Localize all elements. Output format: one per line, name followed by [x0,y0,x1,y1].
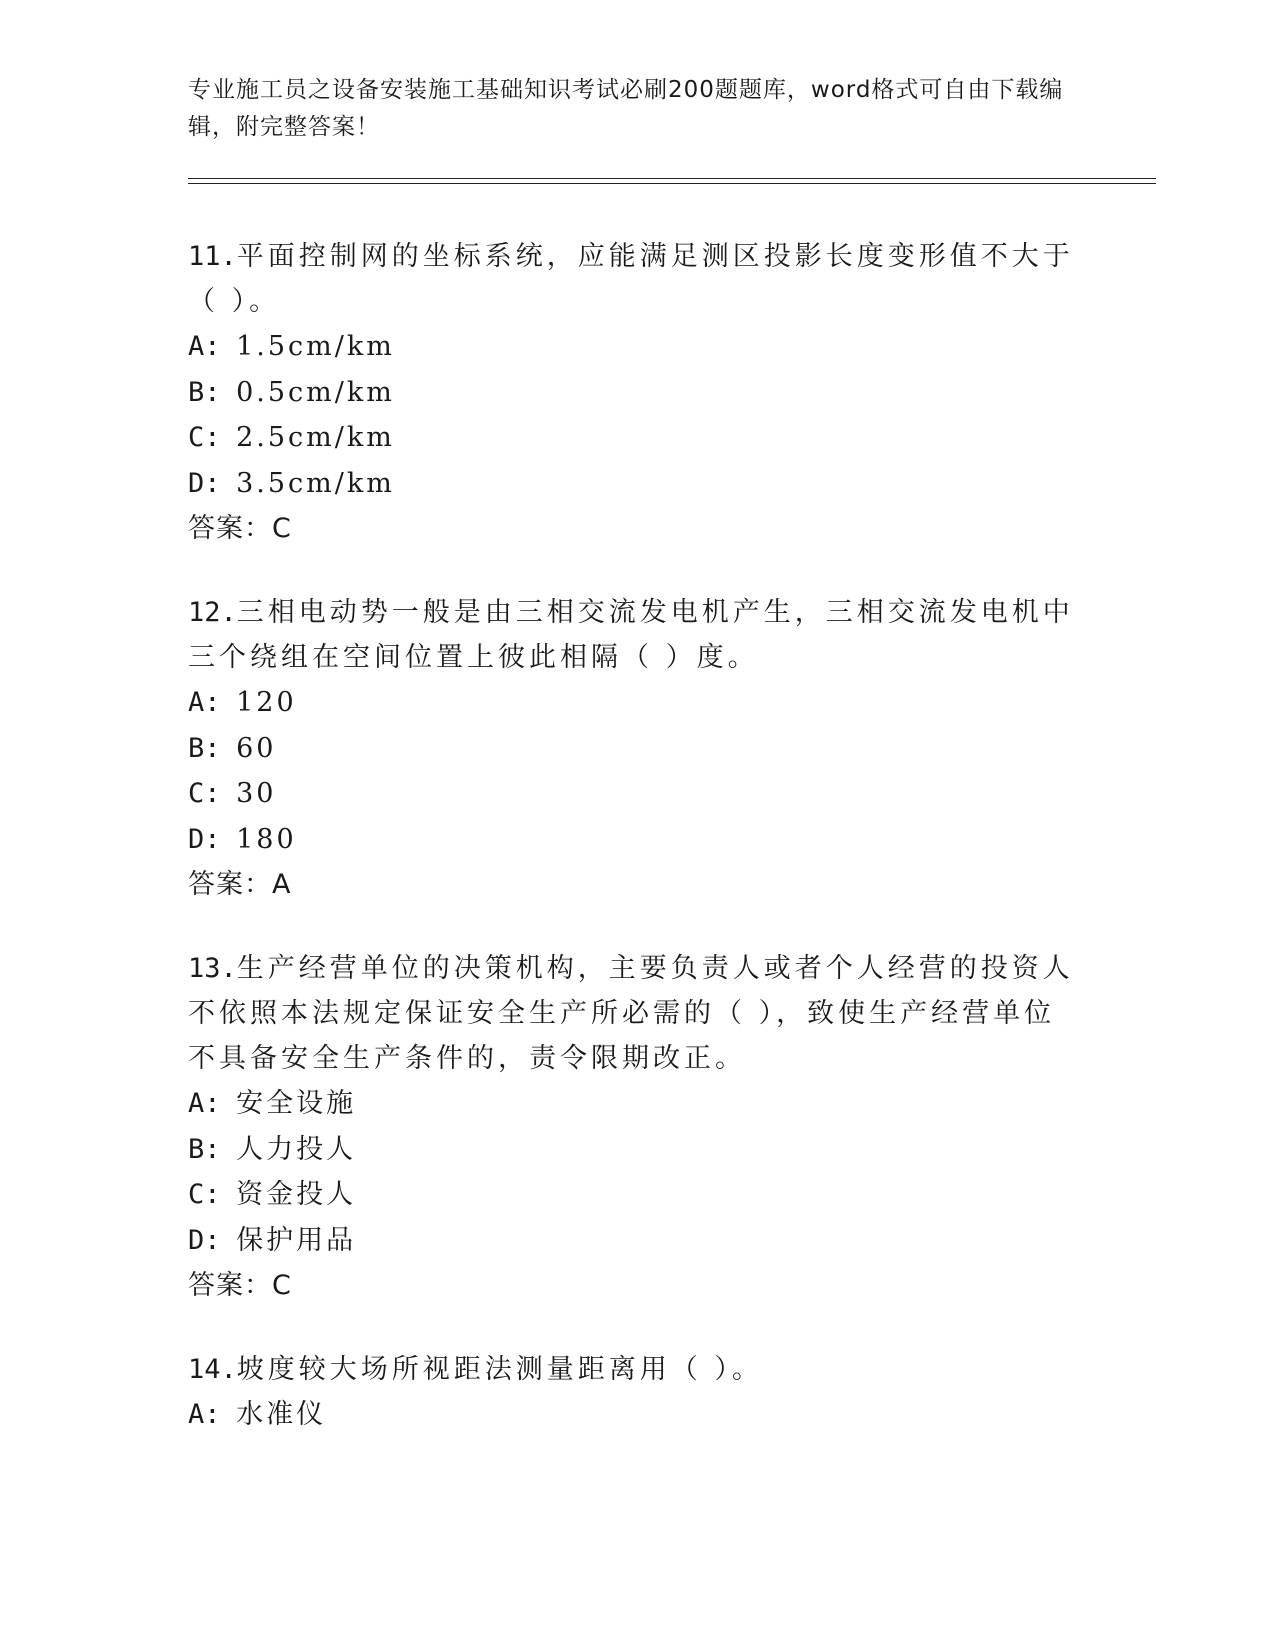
option-text: 保护用品 [236,1224,357,1256]
option-text: 60 [236,732,277,764]
option-key: A: [188,331,221,362]
option-text: 180 [236,823,297,855]
question-number: 12. [188,597,237,628]
option-b [188,1127,1078,1173]
option-key: C: [188,778,221,809]
question-text: 坡度较大场所视距法测量距离用（ ）。 [236,1354,763,1385]
option-key: A: [188,687,221,718]
question-list [188,234,1078,1476]
option-text: 1.5cm/km [236,331,395,362]
document-header: 专业施工员之设备安装施工基础知识考试必刷200题题库，word格式可自由下载编辑，附完整答案！ [188,77,1064,140]
option-key: A: [188,1088,221,1119]
answer-line: 答案：C [188,1270,292,1301]
question-stem [188,1347,1078,1392]
option-a [188,1081,1078,1127]
question-item [188,234,1078,552]
option-key: A: [188,1399,221,1430]
option-key: B: [188,376,221,408]
question-item [188,946,1078,1309]
option-d [188,461,1078,507]
option-c [188,1172,1078,1218]
question-text: 平面控制网的坐标系统，应能满足测区投影长度变形值不大于（ ）。 [188,241,1074,317]
option-key: D: [188,823,221,855]
option-a [188,1392,1078,1438]
option-text: 30 [236,778,277,809]
answer-line: 答案：A [188,869,292,900]
question-number: 13. [188,953,237,984]
option-a [188,680,1078,726]
option-text: 资金投人 [236,1179,357,1210]
option-text: 3.5cm/km [236,467,395,499]
option-key: D: [188,467,221,499]
question-item [188,590,1078,908]
option-c [188,771,1078,817]
option-key: C: [188,1179,221,1210]
option-text: 安全设施 [236,1088,357,1119]
option-b [188,726,1078,772]
answer-line: 答案：C [188,513,292,544]
option-d [188,817,1078,863]
question-stem [188,590,1078,680]
question-stem [188,946,1078,1081]
question-number: 14. [188,1354,237,1385]
question-text: 生产经营单位的决策机构，主要负责人或者个人经营的投资人不依照本法规定保证安全生产所必需的（ ），致使生产经营单位不具备安全生产条件的，责令限期改正。 [188,953,1074,1074]
question-number: 11. [188,241,237,272]
option-text: 120 [236,687,297,718]
option-key: B: [188,1133,221,1165]
option-text: 人力投人 [236,1133,357,1165]
option-c [188,415,1078,461]
question-text: 三相电动势一般是由三相交流发电机产生，三相交流发电机中三个绕组在空间位置上彼此相隔（ ）度。 [188,597,1074,673]
question-stem [188,234,1078,324]
question-item [188,1347,1078,1438]
option-text: 2.5cm/km [236,422,395,453]
option-text: 水准仪 [236,1399,327,1430]
option-key: B: [188,732,221,764]
option-key: C: [188,422,221,453]
option-a [188,324,1078,370]
option-key: D: [188,1224,221,1256]
option-text: 0.5cm/km [236,376,395,408]
option-b [188,370,1078,416]
option-d [188,1218,1078,1264]
header-divider [188,178,1156,184]
